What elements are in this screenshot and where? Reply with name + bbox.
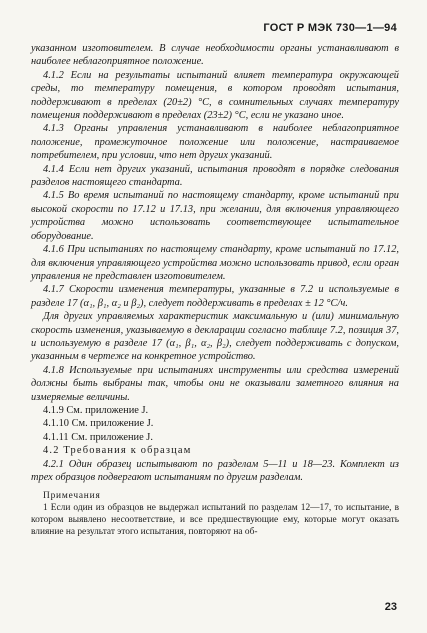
note-item: 1 Если один из образцов не выдержал испытаний по разделам 12—17, то испытание, в котором выявлено несоответствие, и все предшествующие ему, которые могут оказать влияние на результат этого испытания, повторяют на об- [31, 503, 399, 538]
standard-header: ГОСТ Р МЭК 730—1—94 [263, 22, 397, 34]
page-number: 23 [384, 601, 397, 613]
paragraph-continuation: указанном изготовителем. В случае необходимости органы устанавливают в наиболее неблагоприятное положение. [31, 43, 399, 68]
paragraph-4-1-7-continued: Для других управляемых характеристик максимальную и (или) минимальную скорость изменения, указываемую в декларации согласно таблице 7.2, позиция 37, и используемую в разделе 17 (α₁, β₁, α₂, β₂), следует поддерживать с допуском, указанным в чертеже на конкретное устройство. [31, 311, 399, 363]
notes-block [31, 490, 399, 538]
paragraph-4-1-10: 4.1.10 См. приложение J. [43, 418, 154, 430]
document-body [31, 42, 399, 538]
paragraph-4-1-4: 4.1.4 Если нет других указаний, испытания проводят в порядке следования разделов настоящего стандарта. [31, 163, 399, 189]
paragraph-4-1-9: 4.1.9 См. приложение J. [43, 404, 149, 416]
paragraph-4-1-6: 4.1.6 При испытаниях по настоящему стандарту, кроме испытаний по 17.12, для включения управляющего устройства можно использовать привод, если орган управления не представлен изготовителем. [31, 244, 399, 282]
paragraph-4-1-7: 4.1.7 Скорости изменения температуры, указанные в 7.2 и используемые в разделе 17 (α₁, β₁, α₂ и β₂), следует поддерживать в пределах ± 12 °С/ч. [31, 284, 399, 309]
paragraph-4-1-5: 4.1.5 Во время испытаний по настоящему стандарту, кроме испытаний при высокой скорости по 17.12 и 17.13, при желании, для включения управляющего устройства можно использовать соответствующее испытательное оборудование. [31, 190, 399, 242]
paragraph-4-1-8: 4.1.8 Используемые при испытаниях инструменты или средства измерений должны быть выбраны так, чтобы они не оказывали заметного влияния на измеряемые величины. [31, 364, 399, 403]
section-heading-4-2: 4.2 Требования к образцам [43, 445, 192, 457]
notes-title: Примечания [43, 491, 101, 502]
paragraph-4-1-11: 4.1.11 См. приложение J. [43, 431, 153, 443]
paragraph-4-2-1: 4.2.1 Один образец испытывают по разделам 5—11 и 18—23. Комплект из трех образцов подвергают испытаниям по другим разделам. [31, 458, 399, 483]
paragraph-4-1-2: 4.1.2 Если на результаты испытаний влияет температура окружающей среды, то температуру помещения, в котором проводят испытания, поддерживают в пределах (20±2) °С, в сомнительных случаях температуру помещения поддерживают в пределах (23±2) °С, если не указано иное. [31, 69, 399, 122]
paragraph-4-1-3: 4.1.3 Органы управления устанавливают в наиболее неблагоприятное положение, промежуточное положение или положение, настраиваемое потребителем, при условии, что нет других указаний. [31, 123, 399, 162]
